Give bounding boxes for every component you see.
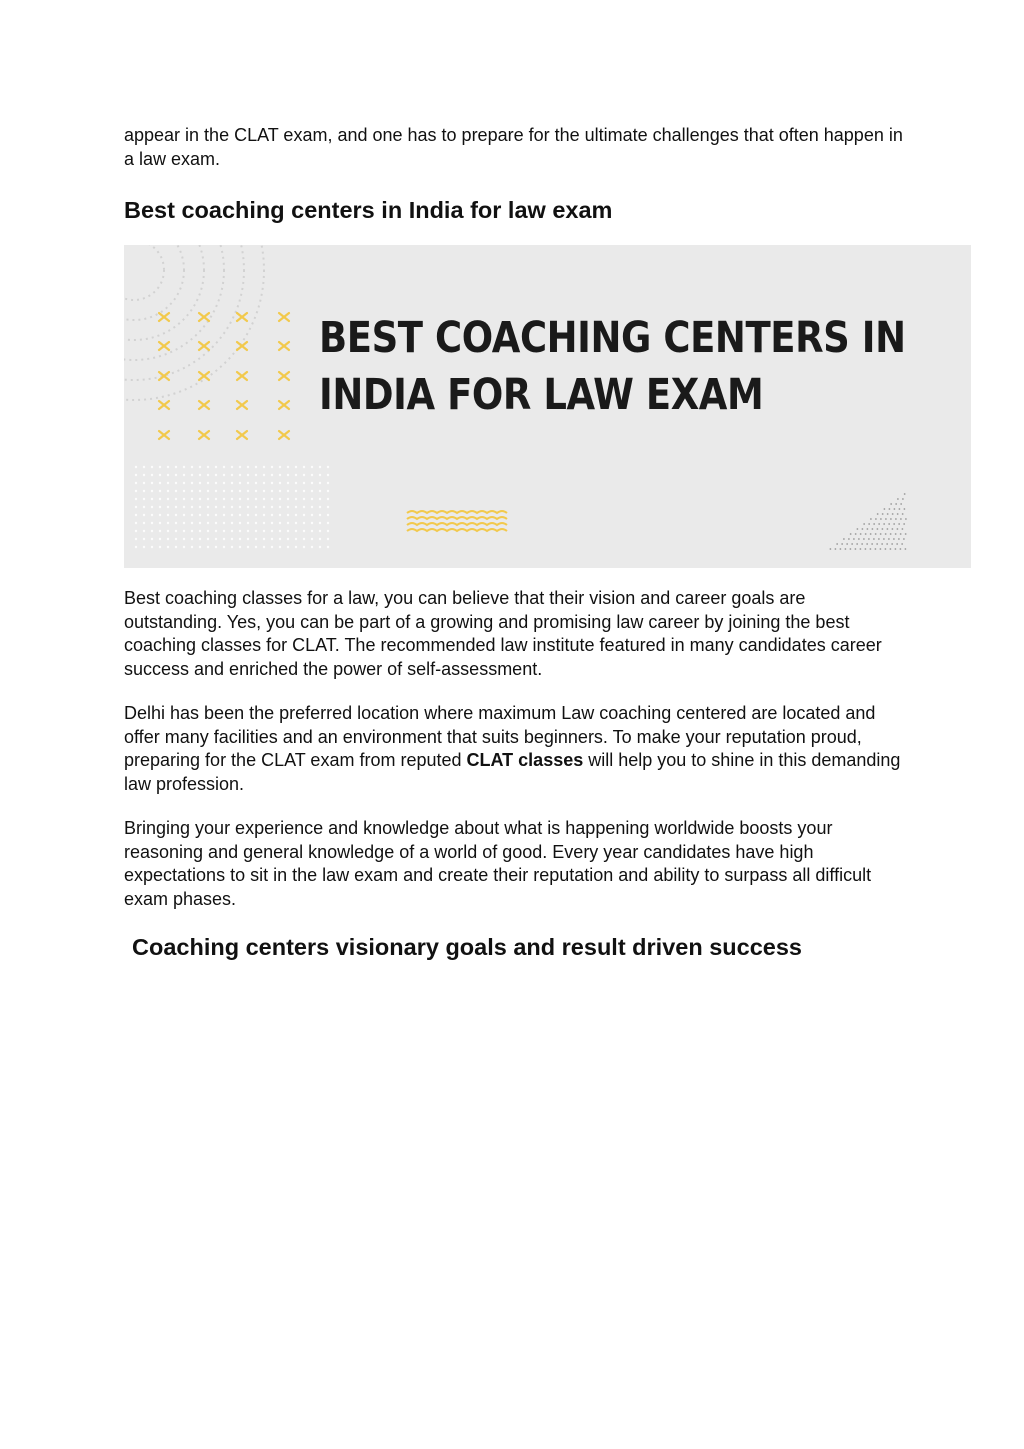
cross-mark-icon — [159, 313, 169, 321]
cross-mark-icon — [279, 313, 289, 321]
cross-mark-icon — [199, 313, 209, 321]
section-heading-visionary-goals: Coaching centers visionary goals and result driven success — [132, 934, 803, 960]
clat-classes-emphasis: CLAT classes — [466, 750, 584, 770]
paragraph-delhi-text-2: will help you to shine in this demanding law profession. — [124, 750, 901, 794]
document-page — [124, 124, 904, 962]
cross-mark-icon — [159, 342, 169, 350]
cross-mark-icon — [237, 313, 247, 321]
paragraph-best-coaching: Best coaching classes for a law, you can believe that their vision and career goals are outstanding. Yes, you can be part of a growing and promising law career by joining the best coaching classes for CLAT. The recommended law institute featured in many candidates career success and enriched the power of self-assessment. — [124, 588, 882, 679]
dot-grid-decoration — [135, 466, 329, 548]
cross-mark-icon — [237, 401, 247, 409]
cross-mark-icon — [159, 401, 169, 409]
cross-mark-icon — [237, 342, 247, 350]
cross-mark-icon — [199, 372, 209, 380]
dotted-arc-decoration — [124, 245, 204, 340]
wave-line-decoration — [407, 529, 507, 531]
cross-mark-icon — [279, 342, 289, 350]
wave-line-decoration — [407, 511, 507, 513]
cross-mark-icon — [279, 372, 289, 380]
dotted-arc-decoration — [124, 245, 164, 300]
cross-mark-icon — [237, 372, 247, 380]
cross-mark-icon — [199, 431, 209, 439]
cross-mark-icon — [237, 431, 247, 439]
cross-mark-icon — [279, 431, 289, 439]
banner-image — [124, 245, 971, 568]
intro-paragraph: appear in the CLAT exam, and one has to prepare for the ultimate challenges that often happen in a law exam. — [124, 125, 903, 169]
wave-line-decoration — [407, 523, 507, 525]
dotted-triangle-decoration — [830, 493, 907, 550]
section-heading-best-coaching: Best coaching centers in India for law exam — [124, 197, 613, 223]
cross-mark-icon — [199, 401, 209, 409]
cross-mark-icon — [199, 342, 209, 350]
banner-title-line-1: BEST COACHING CENTERS IN — [319, 313, 906, 363]
paragraph-experience: Bringing your experience and knowledge about what is happening worldwide boosts your reasoning and general knowledge of a world of good. Every year candidates have high expectations to sit in the law exam and create their reputation and ability to surpass all difficult exam phases. — [124, 818, 872, 909]
paragraph-delhi — [124, 702, 904, 796]
cross-mark-icon — [279, 401, 289, 409]
banner-title-line-2: INDIA FOR LAW EXAM — [319, 370, 764, 420]
wave-line-decoration — [407, 517, 507, 519]
banner-title — [319, 310, 906, 424]
dotted-arc-decoration — [124, 245, 184, 320]
paragraph-delhi-text-1: Delhi has been the preferred location where maximum Law coaching centered are located and offer many facilities and an environment that suits beginners. To make your reputation proud, preparing for the CLAT exam from reputed — [124, 703, 876, 770]
cross-mark-icon — [159, 431, 169, 439]
